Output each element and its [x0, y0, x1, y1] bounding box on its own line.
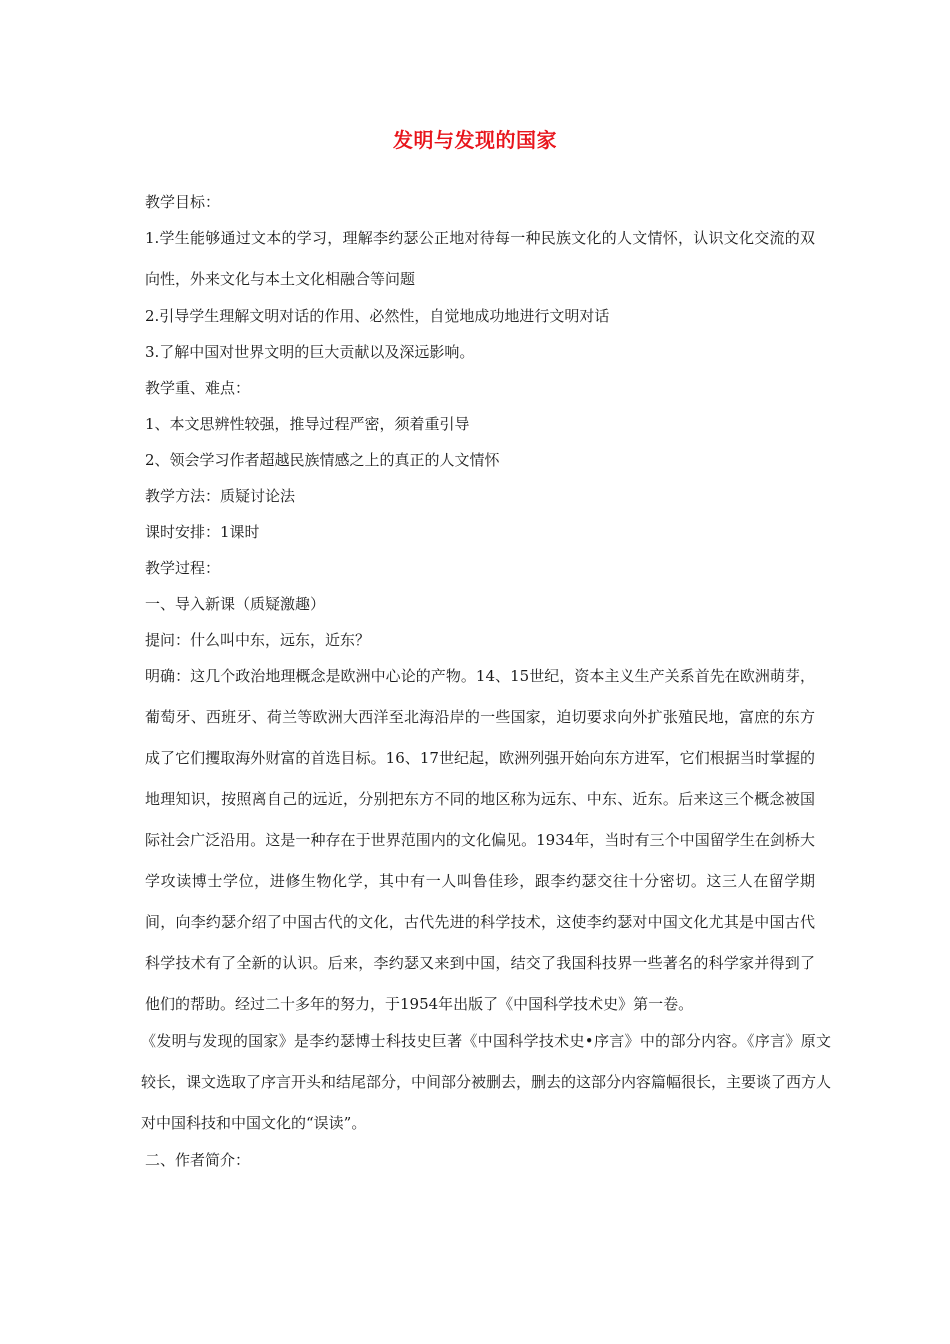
teaching-method: 教学方法：质疑讨论法 [145, 487, 296, 505]
step-2-heading: 二、作者简介： [145, 1151, 251, 1169]
text-intro-paragraph: 《发明与发现的国家》是李约瑟博士科技史巨著《中国科学技术史•序言》中的部分内容。《序言》原文较长，课文选取了序言开头和结尾部分，中间部分被删去，删去的这部分内容篇幅很长，主要谈了西方人对中国科技和中国文化的“误读”。 [141, 1032, 832, 1132]
objective-3: 3.了解中国对世界文明的巨大贡献以及深远影响。 [145, 343, 475, 361]
question-line: 提问：什么叫中东，远东，近东？ [145, 631, 371, 649]
document-body [141, 190, 832, 1184]
section-heading-objectives: 教学目标： [145, 193, 221, 211]
key-point-1: 1、本文思辨性较强，推导过程严密，须着重引导 [145, 415, 470, 433]
class-hours: 课时安排：1课时 [145, 523, 260, 541]
objective-1: 1.学生能够通过文本的学习，理解李约瑟公正地对待每一种民族文化的人文情怀，认识文化交流的双向性，外来文化与本土文化相融合等问题 [145, 229, 815, 288]
step-1-heading: 一、导入新课（质疑激趣） [145, 595, 326, 613]
section-heading-key-points: 教学重、难点： [145, 379, 251, 397]
key-point-2: 2、领会学习作者超越民族情感之上的真正的人文情怀 [145, 451, 500, 469]
section-heading-process: 教学过程： [145, 559, 221, 577]
objective-2: 2.引导学生理解文明对话的作用、必然性，自觉地成功地进行文明对话 [145, 307, 610, 325]
document-title: 发明与发现的国家 [393, 128, 557, 152]
clarification-paragraph: 明确：这几个政治地理概念是欧洲中心论的产物。14、15世纪，资本主义生产关系首先在欧洲萌芽，葡萄牙、西班牙、荷兰等欧洲大西洋至北海沿岸的一些国家，迫切要求向外扩张殖民地，富庶的东方成了它们攫取海外财富的首选目标。16、17世纪起，欧洲列强开始向东方进军，它们根据当时掌握的地理知识，按照离自己的远近，分别把东方不同的地区称为远东、中东、近东。后来这三个概念被国际社会广泛沿用。这是一种存在于世界范围内的文化偏见。1934年，当时有三个中国留学生在剑桥大学攻读博士学位，进修生物化学，其中有一人叫鲁佳珍，跟李约瑟交往十分密切。这三人在留学期间，向李约瑟介绍了中国古代的文化，古代先进的科学技术，这使李约瑟对中国文化尤其是中国古代科学技术有了全新的认识。后来，李约瑟又来到中国，结交了我国科技界一些著名的科学家并得到了他们的帮助。经过二十多年的努力，于1954年出版了《中国科学技术史》第一卷。 [145, 667, 815, 1013]
